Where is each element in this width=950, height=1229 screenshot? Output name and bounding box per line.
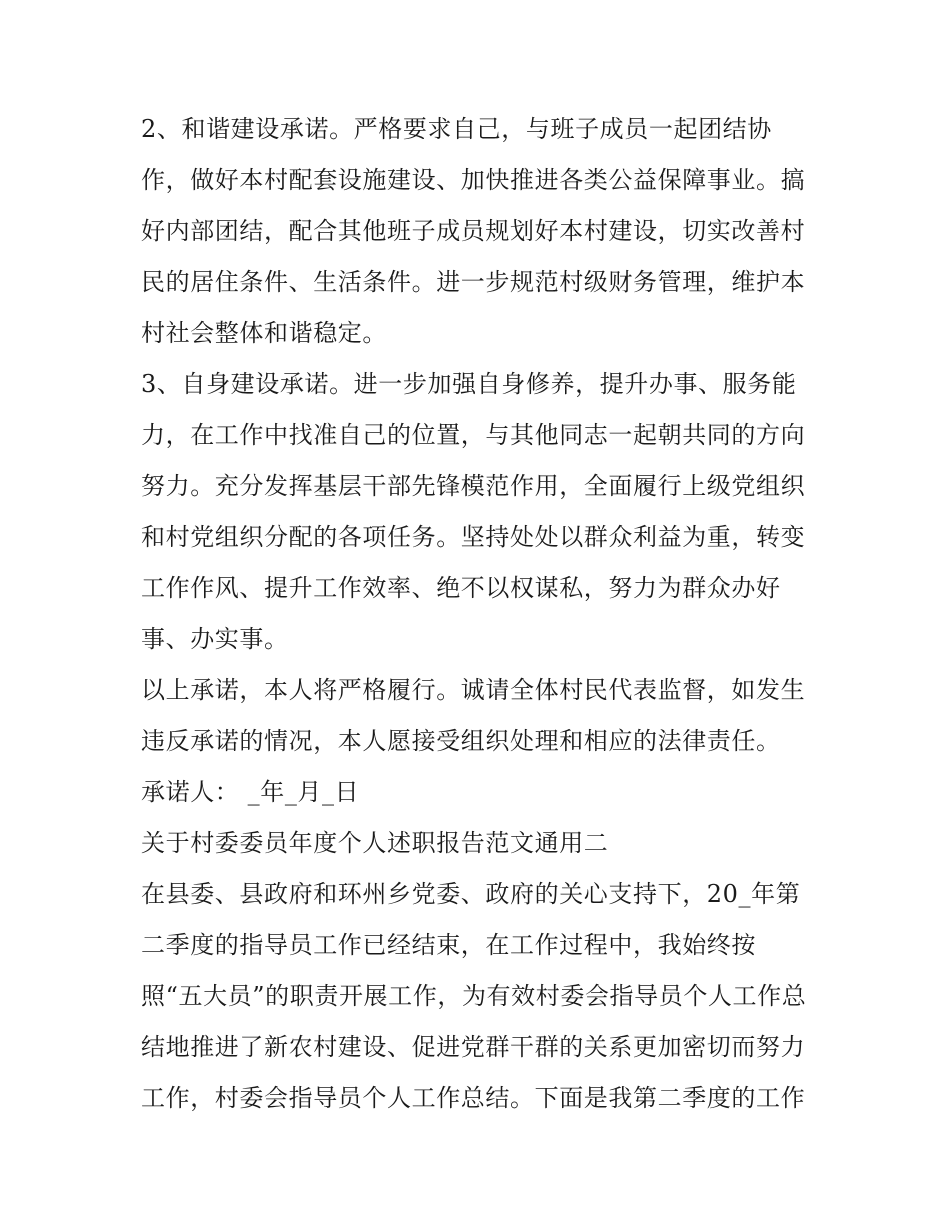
text-line: 3、自身建设承诺。进一步加强自身修养，提升办事、服务能	[141, 370, 797, 398]
text-line: 努力。充分发挥基层干部先锋模范作用，全面履行上级党组织	[141, 472, 806, 500]
text-line: 村社会整体和谐稳定。	[141, 319, 387, 347]
text-line: 工作，村委会指导员个人工作总结。下面是我第二季度的工作	[141, 1084, 806, 1112]
text-line: 事、办实事。	[141, 625, 289, 653]
text-line: 二季度的指导员工作已经结束，在工作过程中，我始终按	[141, 931, 756, 959]
text-line: 照“五大员”的职责开展工作，为有效村委会指导员个人工作总	[141, 982, 807, 1010]
text-line: 力，在工作中找准自己的位置，与其他同志一起朝共同的方向	[141, 421, 806, 449]
text-line: 以上承诺，本人将严格履行。诚请全体村民代表监督，如发生	[141, 676, 806, 704]
text-line: 在县委、县政府和环州乡党委、政府的关心支持下，20_年第	[141, 880, 801, 908]
text-line: 好内部团结，配合其他班子成员规划好本村建设，切实改善村	[141, 217, 806, 245]
text-line: 作，做好本村配套设施建设、加快推进各类公益保障事业。搞	[141, 166, 806, 194]
document-body	[141, 104, 821, 1124]
text-line: 结地推进了新农村建设、促进党群干群的关系更加密切而努力	[141, 1033, 806, 1061]
text-line: 工作作风、提升工作效率、绝不以权谋私，努力为群众办好	[141, 574, 781, 602]
text-line: 违反承诺的情况，本人愿接受组织处理和相应的法律责任。	[141, 727, 781, 755]
text-line: 2、和谐建设承诺。严格要求自己，与班子成员一起团结协	[141, 115, 772, 143]
section-title: 关于村委委员年度个人述职报告范文通用二	[141, 829, 609, 857]
text-line: 民的居住条件、生活条件。进一步规范村级财务管理，维护本	[141, 268, 806, 296]
text-line: 和村党组织分配的各项任务。坚持处处以群众利益为重，转变	[141, 523, 806, 551]
signature-line: 承诺人： _年_月_日	[141, 778, 360, 806]
